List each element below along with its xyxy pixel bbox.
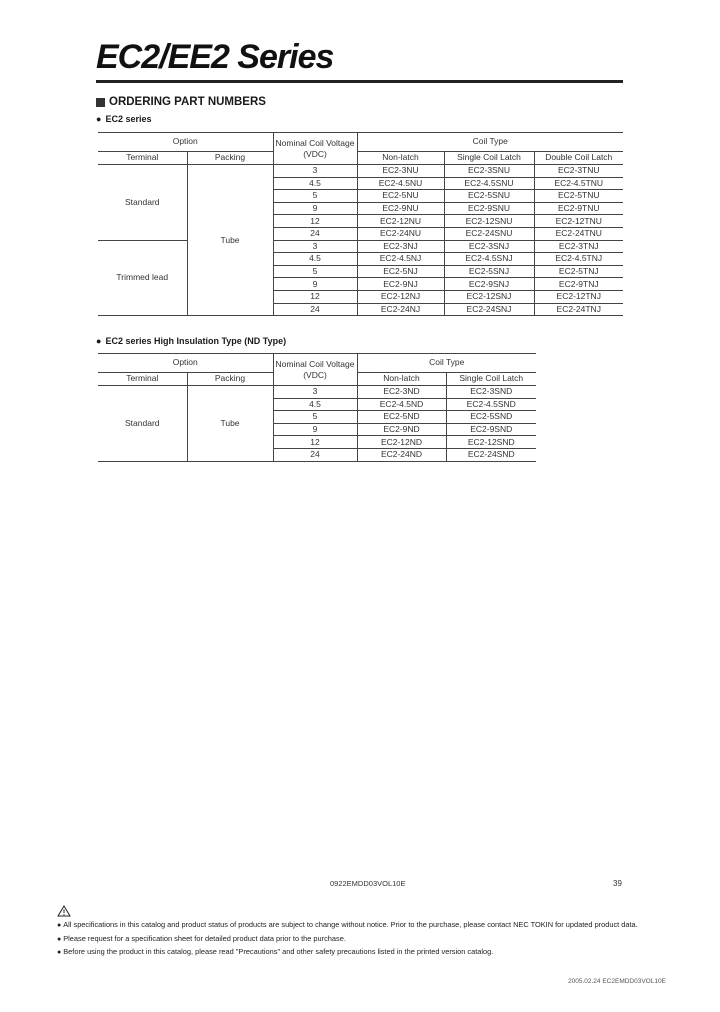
part-number-cell: EC2-9NJ xyxy=(357,278,444,291)
ordering-table-nd xyxy=(98,353,536,462)
option-header: Option xyxy=(98,133,273,152)
table-header-row xyxy=(98,133,623,152)
part-number-cell: EC2-24SNU xyxy=(444,227,534,240)
part-number-cell: EC2-12SNU xyxy=(444,215,534,228)
part-number-cell: EC2-12SND xyxy=(446,436,536,449)
table2-heading-text: EC2 series High Insulation Type (ND Type) xyxy=(105,336,287,346)
nominal-voltage-header: Nominal Coil Voltage (VDC) xyxy=(273,354,357,386)
section-heading-text: ORDERING PART NUMBERS xyxy=(109,96,266,108)
title-rule xyxy=(96,80,623,83)
coil-column-header: Single Coil Latch xyxy=(446,372,536,385)
square-bullet-icon xyxy=(96,98,105,107)
note-item: ● Please request for a specification sheet for detailed product data prior to the purchase. xyxy=(57,933,346,943)
terminal-header: Terminal xyxy=(98,372,187,385)
part-number-cell: EC2-24TNJ xyxy=(534,303,623,316)
voltage-cell: 12 xyxy=(273,436,357,449)
part-number-cell: EC2-24SND xyxy=(446,448,536,461)
table-header-row xyxy=(98,354,536,373)
part-number-cell: EC2-24SNJ xyxy=(444,303,534,316)
bullet-icon: ● xyxy=(57,922,62,929)
part-number-cell: EC2-12ND xyxy=(357,436,446,449)
page-title: EC2/EE2 Series xyxy=(96,38,334,76)
footer-code: 0922EMDD03VOL10E xyxy=(330,879,406,888)
voltage-cell: 9 xyxy=(273,278,357,291)
part-number-cell: EC2-9SND xyxy=(446,423,536,436)
bullet-icon: ● xyxy=(57,949,62,956)
table-row xyxy=(98,386,536,399)
packing-header: Packing xyxy=(187,372,273,385)
part-number-cell: EC2-4.5SND xyxy=(446,398,536,411)
part-number-cell: EC2-5SND xyxy=(446,411,536,424)
packing-header: Packing xyxy=(187,151,273,164)
part-number-cell: EC2-12NU xyxy=(357,215,444,228)
part-number-cell: EC2-5SNU xyxy=(444,190,534,203)
voltage-cell: 24 xyxy=(273,448,357,461)
part-number-cell: EC2-3NJ xyxy=(357,240,444,253)
table-header-row xyxy=(98,151,623,164)
part-number-cell: EC2-4.5NJ xyxy=(357,253,444,266)
part-number-cell: EC2-4.5ND xyxy=(357,398,446,411)
part-number-cell: EC2-24TNU xyxy=(534,227,623,240)
part-number-cell: EC2-9NU xyxy=(357,202,444,215)
voltage-cell: 3 xyxy=(273,240,357,253)
part-number-cell: EC2-5NJ xyxy=(357,265,444,278)
part-number-cell: EC2-12NJ xyxy=(357,290,444,303)
part-number-cell: EC2-5TNU xyxy=(534,190,623,203)
part-number-cell: EC2-3SNJ xyxy=(444,240,534,253)
part-number-cell: EC2-3TNU xyxy=(534,165,623,178)
part-number-cell: EC2-24NU xyxy=(357,227,444,240)
part-number-cell: EC2-3ND xyxy=(357,386,446,399)
part-number-cell: EC2-9TNJ xyxy=(534,278,623,291)
voltage-cell: 12 xyxy=(273,290,357,303)
part-number-cell: EC2-3NU xyxy=(357,165,444,178)
part-number-cell: EC2-9ND xyxy=(357,423,446,436)
ordering-table-ec2 xyxy=(98,132,623,316)
voltage-cell: 4.5 xyxy=(273,398,357,411)
part-number-cell: EC2-4.5TNU xyxy=(534,177,623,190)
note-item: ● All specifications in this catalog and product status of products are subject to change without notice. Prior to the purchase, please contact NEC TOKIN for updated product data. xyxy=(57,920,638,929)
voltage-cell: 9 xyxy=(273,423,357,436)
note-item: ● Before using the product in this catalog, please read "Precautions" and other safety precautions listed in the printed version catalog. xyxy=(57,947,494,956)
part-number-cell: EC2-24NJ xyxy=(357,303,444,316)
bullet-icon: ● xyxy=(57,935,62,943)
notes-list xyxy=(57,919,638,960)
table1-heading xyxy=(96,114,151,124)
table-row xyxy=(98,240,623,253)
voltage-cell: 3 xyxy=(273,386,357,399)
coil-type-header: Coil Type xyxy=(357,354,536,373)
coil-column-header: Non-latch xyxy=(357,151,444,164)
part-number-cell: EC2-9SNJ xyxy=(444,278,534,291)
part-number-cell: EC2-12TNJ xyxy=(534,290,623,303)
packing-cell: Tube xyxy=(187,165,273,316)
terminal-cell: Standard xyxy=(98,165,187,241)
section-heading xyxy=(96,96,266,108)
voltage-cell: 5 xyxy=(273,190,357,203)
voltage-cell: 4.5 xyxy=(273,253,357,266)
part-number-cell: EC2-5NU xyxy=(357,190,444,203)
bullet-icon: ● xyxy=(96,114,102,124)
part-number-cell: EC2-3TNJ xyxy=(534,240,623,253)
page-number: 39 xyxy=(613,879,622,888)
table1-heading-text: EC2 series xyxy=(105,114,152,124)
terminal-header: Terminal xyxy=(98,151,187,164)
voltage-cell: 24 xyxy=(273,303,357,316)
coil-type-header: Coil Type xyxy=(357,133,623,152)
voltage-cell: 3 xyxy=(273,165,357,178)
terminal-cell: Trimmed lead xyxy=(98,240,187,316)
coil-column-header: Non-latch xyxy=(357,372,446,385)
packing-cell: Tube xyxy=(187,386,273,462)
nominal-voltage-header: Nominal Coil Voltage (VDC) xyxy=(273,133,357,165)
coil-column-header: Single Coil Latch xyxy=(444,151,534,164)
part-number-cell: EC2-3SNU xyxy=(444,165,534,178)
voltage-cell: 5 xyxy=(273,411,357,424)
part-number-cell: EC2-4.5TNJ xyxy=(534,253,623,266)
coil-column-header: Double Coil Latch xyxy=(534,151,623,164)
voltage-cell: 9 xyxy=(273,202,357,215)
bullet-icon: ● xyxy=(96,336,102,346)
part-number-cell: EC2-12SNJ xyxy=(444,290,534,303)
print-stamp: 2005.02.24 EC2EMDD03VOL10E xyxy=(568,978,666,985)
voltage-cell: 4.5 xyxy=(273,177,357,190)
part-number-cell: EC2-24ND xyxy=(357,448,446,461)
part-number-cell: EC2-12TNU xyxy=(534,215,623,228)
part-number-cell: EC2-4.5SNJ xyxy=(444,253,534,266)
part-number-cell: EC2-3SND xyxy=(446,386,536,399)
part-number-cell: EC2-4.5SNU xyxy=(444,177,534,190)
part-number-cell: EC2-5SNJ xyxy=(444,265,534,278)
voltage-cell: 12 xyxy=(273,215,357,228)
part-number-cell: EC2-5TNJ xyxy=(534,265,623,278)
voltage-cell: 5 xyxy=(273,265,357,278)
terminal-cell: Standard xyxy=(98,386,187,462)
part-number-cell: EC2-9SNU xyxy=(444,202,534,215)
table2-heading xyxy=(96,336,286,346)
table-row xyxy=(98,165,623,178)
option-header: Option xyxy=(98,354,273,373)
voltage-cell: 24 xyxy=(273,227,357,240)
part-number-cell: EC2-5ND xyxy=(357,411,446,424)
part-number-cell: EC2-9TNU xyxy=(534,202,623,215)
part-number-cell: EC2-4.5NU xyxy=(357,177,444,190)
warning-icon xyxy=(57,905,71,917)
